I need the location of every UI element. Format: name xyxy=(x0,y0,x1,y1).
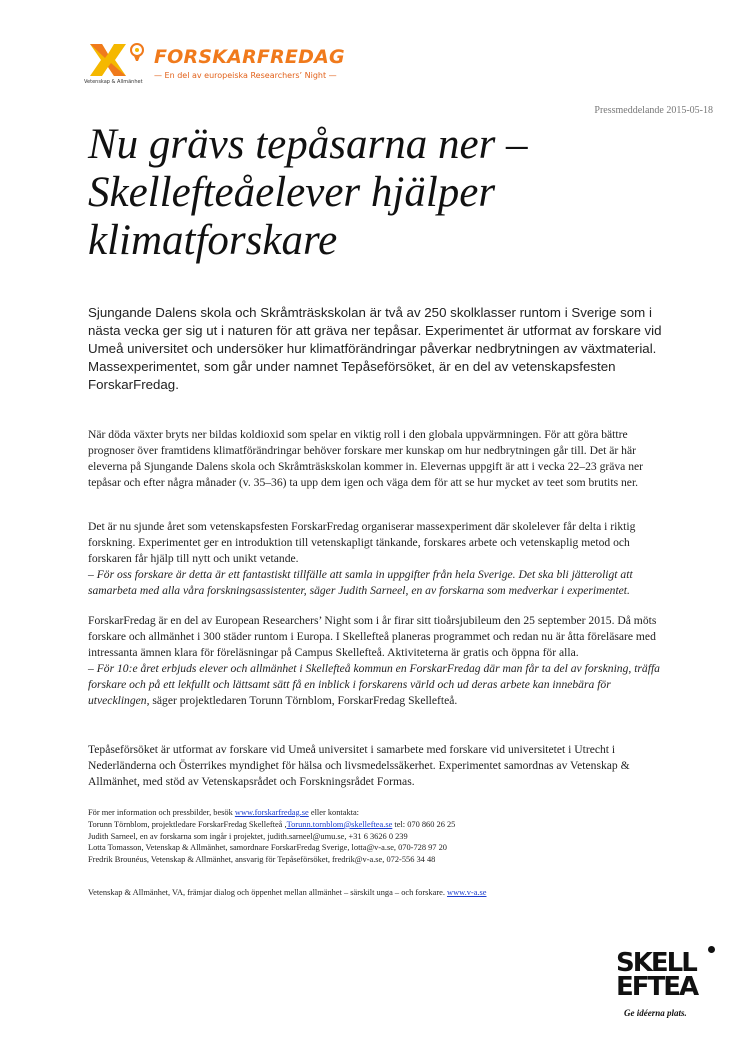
contact-item xyxy=(88,819,648,831)
va-link[interactable]: www.v-a.se xyxy=(447,888,487,897)
contact-item: Fredrik Brounéus, Vetenskap & Allmänhet, ansvarig för Tepåseförsöket, fredrik@v-a.se, 072-556 34 48 xyxy=(88,855,436,865)
contact-text: tel: 070 860 26 25 xyxy=(392,819,456,829)
forskarfredag-link[interactable]: www.forskarfredag.se xyxy=(234,808,309,817)
contact-item: Judith Sarneel, en av forskarna som ingår i projektet, judith.sarneel@umu.se, +31 6 3626 0 239 xyxy=(88,831,408,841)
quote-attribution: säger projektledaren Torunn Törnblom, ForskarFredag Skellefteå. xyxy=(149,694,458,707)
logo-org-name: Vetenskap & Allmänhet xyxy=(84,79,143,85)
logo-wordmark: FORSKARFREDAG xyxy=(154,46,345,68)
contact-intro xyxy=(88,807,648,819)
body-paragraph xyxy=(88,742,668,790)
paragraph-text: När döda växter bryts ner bildas koldioxid som spelar en viktig roll i den globala uppvärmningen. För att göra bättre prognoser över framtidens klimatförändringar behöver forskare mer kunskap om hur nedbrytningen går till. Det är här eleverna på Sjungande Dalens skola och Skråmträskskolan kommer in. Elevernas uppgift är att i vecka 22–23 gräva ner tepåsar och efter några månader (v. 35–36) ta upp dem igen och väga dem för att se hur mycket av teet som brutits ner. xyxy=(88,428,644,489)
researcher-quote: – För oss forskare är detta är ett fantastiskt tillfälle att samla in uppgifter från hela Sverige. Det ska bli jätteroligt att samarbeta med alla våra forskningsassistenter, säger Judith Sarneel, en av forskarna som medverkar i experimentet. xyxy=(88,568,633,597)
footer-text: Vetenskap & Allmänhet, VA, främjar dialog och öppenhet mellan allmänhet – särskilt unga – och forskare. xyxy=(88,888,448,897)
body-paragraph xyxy=(88,613,668,709)
headline-line: Nu grävs tepåsarna ner – xyxy=(88,121,528,168)
skelleftea-logo xyxy=(612,946,722,1026)
project-leader-quote xyxy=(88,661,668,709)
skelleftea-logo-text: EFTEA xyxy=(616,972,698,1002)
contact-item: Lotta Tomasson, Vetenskap & Allmänhet, samordnare ForskarFredag Sverige, lotta@v-a.se, 070-728 97 20 xyxy=(88,843,447,853)
body-paragraph xyxy=(88,427,668,491)
paragraph-text: Det är nu sjunde året som vetenskapsfesten ForskarFredag organiserar massexperiment där skolelever får delta i riktig forskning. Experimentet ger en introduktion till vetenskapligt tänkande, forskares arbete och vetenskaplig metod och forskaren får hjälp till nytt och unikt vetande. xyxy=(88,520,636,565)
paragraph-text: Tepåseförsöket är utformat av forskare vid Umeå universitet i samarbete med forskare vid universitetet i Utrecht i Nederländerna och Österrikes myndighet för hälsa och livsmedelssäkerhet. Experimentet samordnas av Vetenskap & Allmänhet, med stöd av Vetenskapsrådet och Forskningsrådet Formas. xyxy=(88,743,630,788)
body-paragraph xyxy=(88,519,668,599)
forskarfredag-logo-icon xyxy=(84,40,148,84)
logo-tagline: — En del av europeiska Researchers’ Night — xyxy=(154,71,337,80)
paragraph-text: ForskarFredag är en del av European Researchers’ Night som i år firar sitt tioårsjubileum den 25 september 2015. Då möts forskare och allmänhet i 300 städer runtom i Europa. I Skellefteå planeras programmet och redan nu är åtta föreläsare med intressanta ämnen klara för föreläsningar på Campus Skellefteå. Aktiviteterna är gratis och öppna för alla. xyxy=(88,614,657,659)
logo-dot-icon xyxy=(708,946,715,953)
press-release-date: Pressmeddelande 2015-05-18 xyxy=(594,105,713,116)
contact-text: Torunn Törnblom, projektledare ForskarFredag Skellefteå , xyxy=(88,819,287,829)
headline xyxy=(88,121,648,265)
contact-list xyxy=(88,807,648,866)
quote-text: – För 10:e året erbjuds elever och allmänhet i Skellefteå kommun en ForskarFredag där man får ta del av forskning, träffa forskare och på ett lekfullt och lättsamt sätt få en inblick i forskarens värld och ud deras arbete kan innebära för utvecklingen, xyxy=(88,662,660,707)
forskarfredag-logo xyxy=(84,40,345,90)
contact-email-link[interactable]: Torunn.tornblom@skelleftea.se xyxy=(286,819,393,829)
headline-line: Skellefteåelever hjälper xyxy=(88,169,496,216)
headline-line: klimatforskare xyxy=(88,217,338,264)
footer-note xyxy=(88,887,648,899)
skelleftea-logo-text: SKELL xyxy=(616,948,696,978)
lead-paragraph: Sjungande Dalens skola och Skråmträskskolan är två av 250 skolklasser runtom i Sverige som i nästa vecka ger sig ut i naturen för att gräva ner tepåsar. Experimentet är utformat av forskare vid Umeå universitet och undersöker hur klimatförändringar påverkar nedbrytningen av växtmaterial. Massexperimentet, som går under namnet Tepåseförsöket, är en del av vetenskapsfesten ForskarFredag. xyxy=(88,305,662,392)
skelleftea-slogan: Ge idéerna plats. xyxy=(624,1008,687,1018)
contact-intro-text: För mer information och pressbilder, besök xyxy=(88,808,235,817)
contact-intro-text: eller kontakta: xyxy=(308,808,360,817)
